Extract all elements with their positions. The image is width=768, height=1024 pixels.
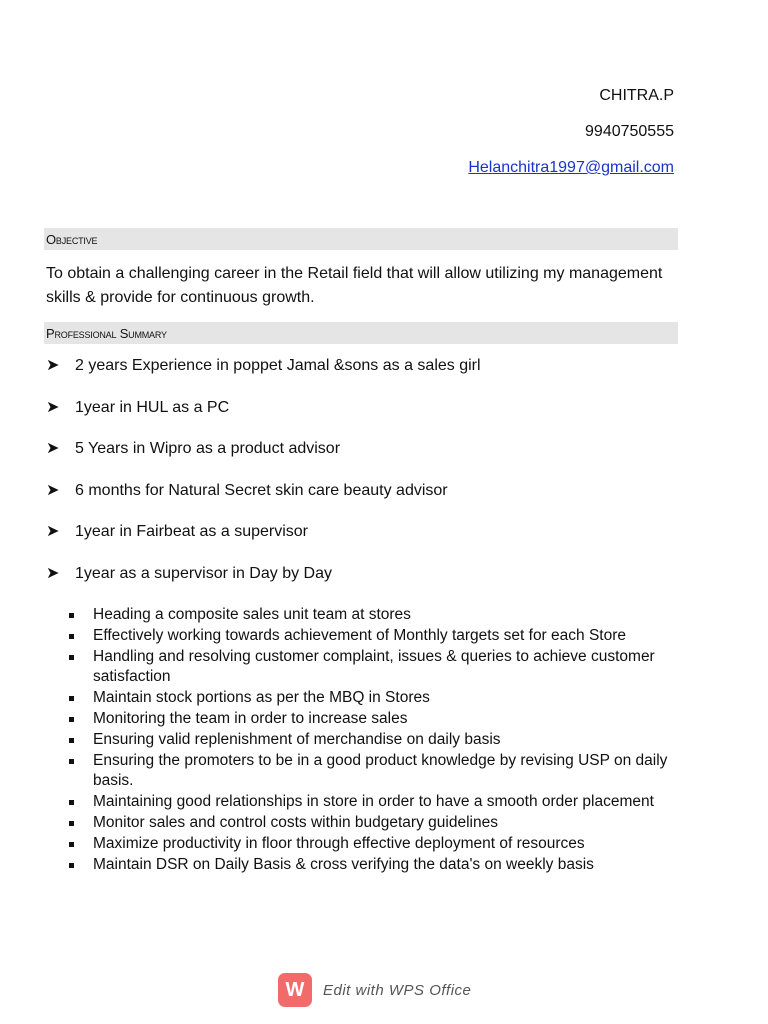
duty-text: Maintain stock portions as per the MBQ in Stores bbox=[93, 689, 430, 707]
duty-text: Ensuring the promoters to be in a good product knowledge by revising USP on daily basis. bbox=[93, 751, 668, 790]
experience-text: 2 years Experience in poppet Jamal &sons as a sales girl bbox=[75, 357, 481, 374]
arrow-bullet-icon: ➤ bbox=[46, 398, 60, 416]
duty-text: Maximize productivity in floor through effective deployment of resources bbox=[93, 834, 585, 852]
arrow-bullet-icon: ➤ bbox=[46, 357, 60, 374]
objective-section-header bbox=[44, 228, 678, 250]
experience-item bbox=[46, 356, 481, 398]
square-bullet-icon bbox=[69, 863, 74, 868]
square-bullet-icon bbox=[69, 717, 74, 722]
square-bullet-icon bbox=[69, 800, 74, 805]
duty-item bbox=[66, 855, 676, 876]
square-bullet-icon bbox=[69, 696, 74, 701]
objective-text: To obtain a challenging career in the Retail field that will allow utilizing my management skills & provide for continuous growth. bbox=[46, 265, 663, 306]
experience-text: 1year as a supervisor in Day by Day bbox=[75, 564, 332, 582]
duty-text: Monitor sales and control costs within budgetary guidelines bbox=[93, 813, 498, 831]
duty-item bbox=[66, 813, 676, 834]
duty-text: Heading a composite sales unit team at stores bbox=[93, 606, 411, 623]
duty-item bbox=[66, 626, 676, 647]
square-bullet-icon bbox=[69, 821, 74, 826]
experience-text: 1year in HUL as a PC bbox=[75, 398, 230, 416]
duty-item bbox=[66, 751, 676, 793]
duty-item bbox=[66, 688, 676, 709]
duties-list bbox=[66, 605, 676, 875]
duty-item bbox=[66, 605, 676, 626]
duty-text: Maintain DSR on Daily Basis & cross verifying the data's on weekly basis bbox=[93, 855, 594, 873]
experience-item bbox=[46, 522, 481, 564]
experience-item bbox=[46, 564, 481, 606]
square-bullet-icon bbox=[69, 759, 74, 764]
arrow-bullet-icon: ➤ bbox=[46, 564, 60, 582]
duty-text: Handling and resolving customer complaint, issues & queries to achieve customer satisfaction bbox=[93, 647, 655, 686]
duty-text: Ensuring valid replenishment of merchandise on daily basis bbox=[93, 730, 501, 748]
wps-edit-banner[interactable] bbox=[278, 973, 471, 1007]
wps-edit-label[interactable]: Edit with WPS Office bbox=[323, 981, 472, 999]
arrow-bullet-icon: ➤ bbox=[46, 523, 60, 541]
square-bullet-icon bbox=[69, 842, 74, 847]
duty-item bbox=[66, 709, 676, 730]
duty-item bbox=[66, 834, 676, 855]
candidate-name: CHITRA.P bbox=[599, 87, 674, 104]
email-link[interactable]: Helanchitra1997@gmail.com bbox=[468, 159, 674, 176]
duty-item bbox=[66, 792, 676, 813]
square-bullet-icon bbox=[69, 655, 74, 660]
duty-text: Monitoring the team in order to increase sales bbox=[93, 709, 408, 727]
experience-list bbox=[46, 356, 481, 606]
square-bullet-icon bbox=[69, 613, 74, 618]
duty-item bbox=[66, 647, 676, 689]
arrow-bullet-icon: ➤ bbox=[46, 440, 60, 458]
arrow-bullet-icon: ➤ bbox=[46, 481, 60, 499]
experience-text: 1year in Fairbeat as a supervisor bbox=[75, 523, 308, 541]
experience-item bbox=[46, 439, 481, 481]
experience-text: 6 months for Natural Secret skin care beauty advisor bbox=[75, 481, 448, 499]
wps-logo-icon[interactable]: W bbox=[278, 973, 312, 1007]
square-bullet-icon bbox=[69, 738, 74, 743]
experience-item bbox=[46, 481, 481, 523]
summary-section-header bbox=[44, 322, 678, 344]
duty-text: Maintaining good relationships in store in order to have a smooth order placement bbox=[93, 793, 654, 811]
summary-heading: Professional Summary bbox=[46, 326, 167, 341]
experience-item bbox=[46, 398, 481, 440]
experience-text: 5 Years in Wipro as a product advisor bbox=[75, 440, 341, 458]
square-bullet-icon bbox=[69, 634, 74, 639]
duty-item bbox=[66, 730, 676, 751]
objective-heading: Objective bbox=[46, 232, 98, 247]
phone-number: 9940750555 bbox=[585, 123, 674, 140]
duty-text: Effectively working towards achievement of Monthly targets set for each Store bbox=[93, 626, 626, 644]
